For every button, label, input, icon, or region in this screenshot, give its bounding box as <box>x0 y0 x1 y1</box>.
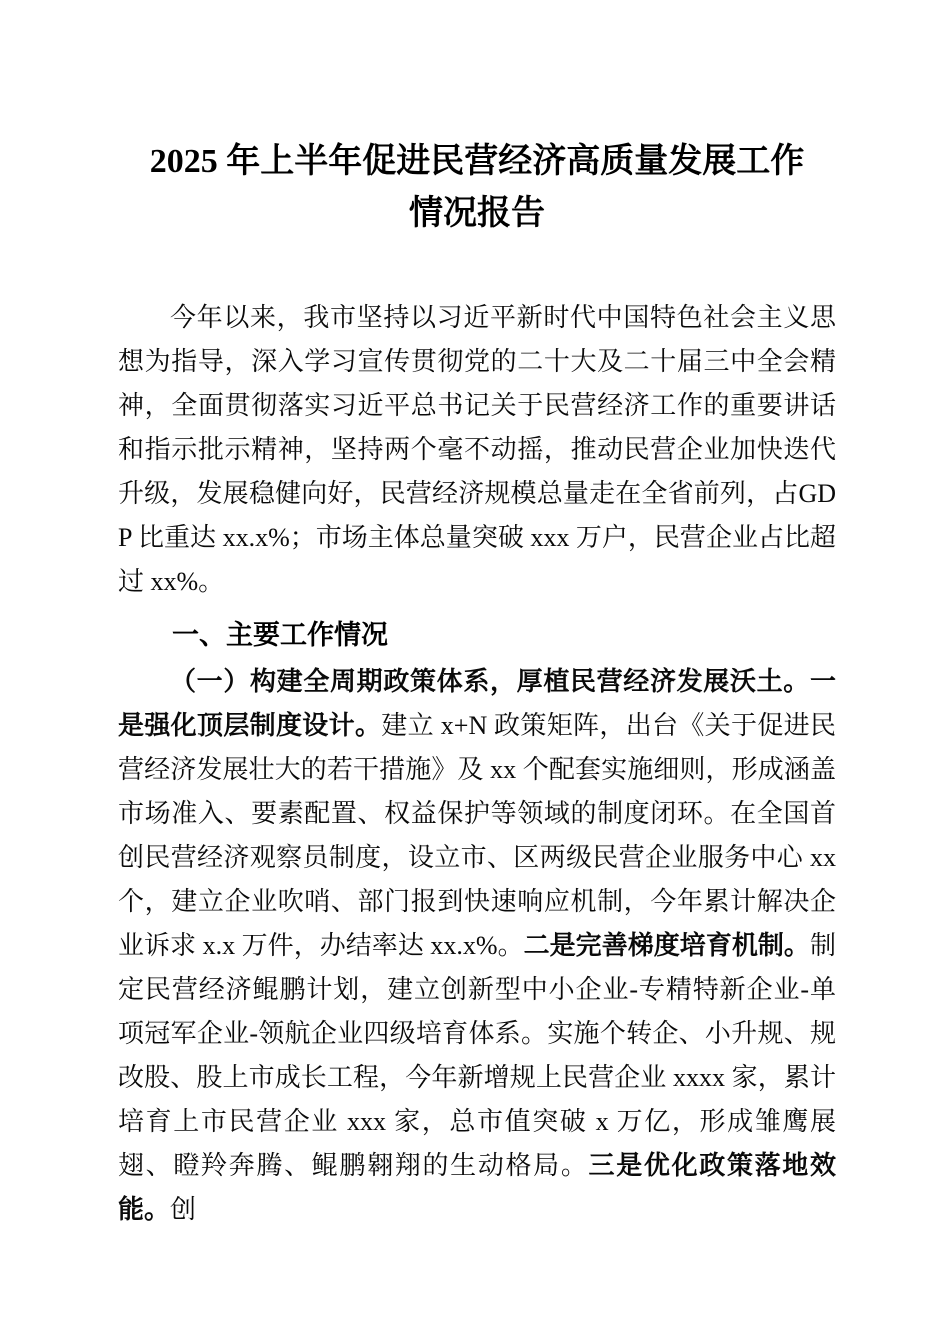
document-title <box>118 136 836 240</box>
title-line-2: 情况报告 <box>409 195 545 232</box>
point3-text: 创 <box>170 1195 197 1224</box>
paragraph-lead: （一）构建全周期政策体系，厚植民营经济发展沃土。 <box>170 667 810 696</box>
intro-paragraph: 今年以来，我市坚持以习近平新时代中国特色社会主义思想为指导，深入学习宣传贯彻党的二十大及二十届三中全会精神，全面贯彻落实习近平总书记关于民营经济工作的重要讲话和指示批示精神，坚持两个毫不动摇，推动民营企业加快迭代升级，发展稳健向好，民营经济规模总量走在全省前列，占GDP 比重达 xx.x%；市场主体总量突破 xxx 万户，民营企业占比超过 xx%。 <box>118 303 836 596</box>
point2-label: 二是完善梯度培育机制。 <box>523 931 810 960</box>
title-line-1: 2025 年上半年促进民营经济高质量发展工作 <box>149 143 805 180</box>
section-heading: 一、主要工作情况 <box>172 620 388 650</box>
point1-text: 建立 x+N 政策矩阵，出台《关于促进民营经济发展壮大的若干措施》及 xx 个配套实施细则，形成涵盖市场准入、要素配置、权益保护等领域的制度闭环。在全国首创民营经济观察员制度，设立市、区两级民营企业服务中心 xx 个，建立企业吹哨、部门报到快速响应机制，今年累计解决企业诉求 x.x 万件，办结率达 xx.x%。 <box>118 711 836 960</box>
point1-label: 一是强化顶层制度设计。 <box>118 667 836 740</box>
body-paragraph-1 <box>118 660 836 1232</box>
point2-text: 制定民营经济鲲鹏计划，建立创新型中小企业-专精特新企业-单项冠军企业-领航企业四级培育体系。实施个转企、小升规、规改股、股上市成长工程，今年新增规上民营企业 xxxx 家，累计培育上市民营企业 xxx 家，总市值突破 x 万亿，形成雏鹰展翅、瞪羚奔腾、鲲鹏翱翔的生动格局。 <box>118 931 836 1180</box>
point3-label: 三是优化政策落地效能。 <box>118 1151 836 1224</box>
